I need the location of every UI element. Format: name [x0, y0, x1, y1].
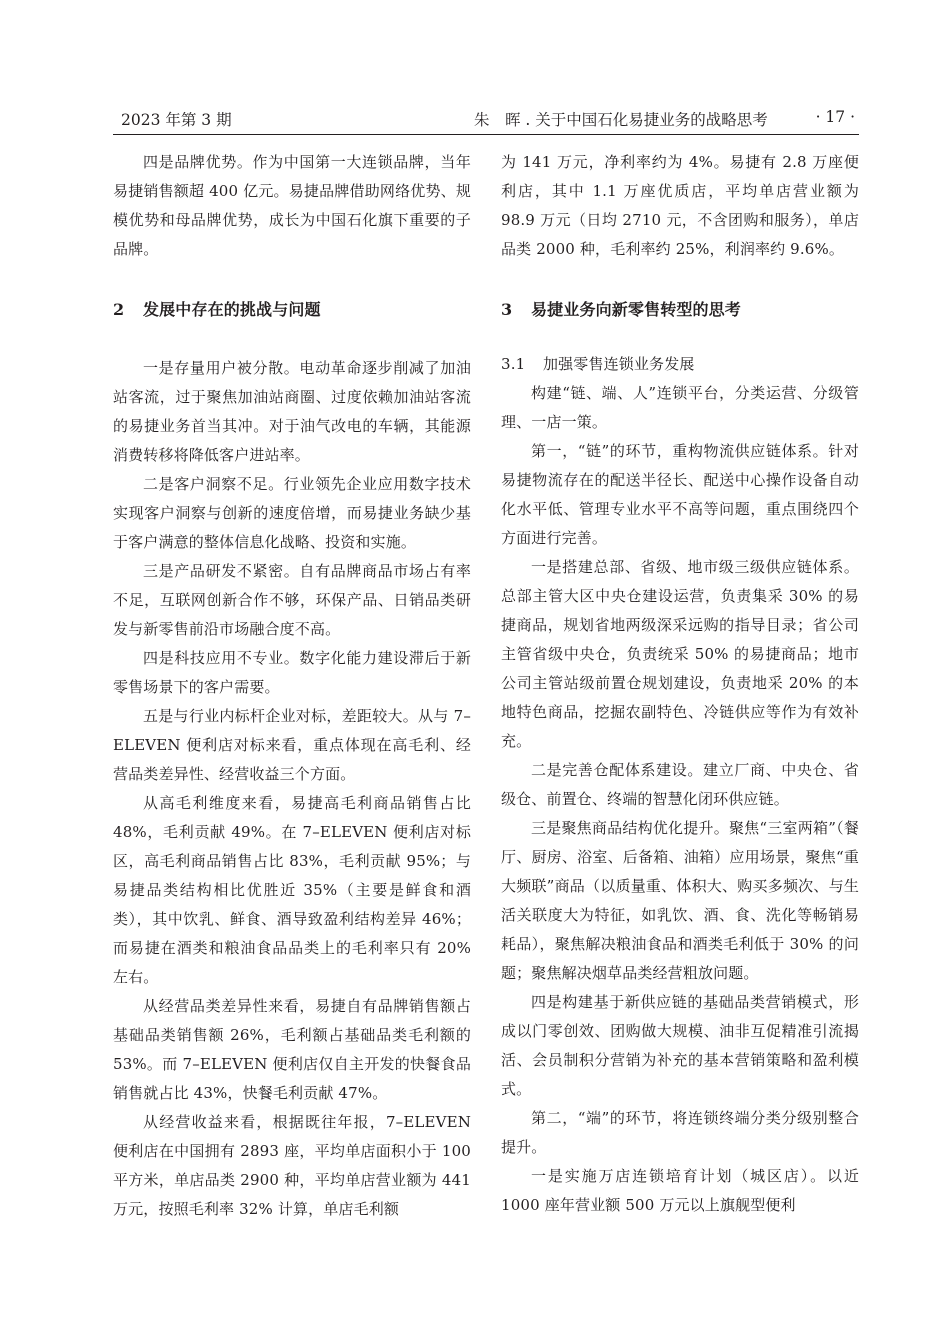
subsection-3-1-heading	[501, 350, 859, 379]
paragraph: 二是完善仓配体系建设。建立厂商、中央仓、省级仓、前置仓、终端的智慧化闭环供应链。	[501, 761, 859, 808]
section-number: 2	[113, 300, 125, 319]
paragraph: 三是产品研发不紧密。自有品牌商品市场占有率不足，互联网创新合作不够，环保产品、日销品类研发与新零售前沿市场融合度不高。	[113, 562, 471, 638]
left-column	[113, 148, 471, 1224]
paragraph: 一是搭建总部、省级、地市级三级供应链体系。总部主管大区中央仓建设运营，负责集采 30% 的易捷商品，规划省地两级深采远购的指导目录；省公司主管省级中央仓，负责统采 50% 的易捷商品；地市公司主管站级前置仓规划建设，负责地采 20% 的本地特色商品，挖掘农副特色、冷链供应等作为有效补充。	[501, 558, 859, 750]
section-title: 易捷业务向新零售转型的思考	[531, 300, 741, 319]
running-header	[113, 104, 859, 135]
paragraph-brand-advantage: 四是品牌优势。作为中国第一大连锁品牌，当年易捷销售额超 400 亿元。易捷品牌借助网络优势、规模优势和母品牌优势，成长为中国石化旗下重要的子品牌。	[113, 153, 471, 258]
journal-issue: 2023 年第 3 期	[121, 111, 232, 129]
paragraph: 一是存量用户被分散。电动革命逐步削减了加油站客流，过于聚焦加油站商圈、过度依赖加油站客流的易捷业务首当其冲。对于油气改电的车辆，其能源消费转移将降低客户进站率。	[113, 359, 471, 464]
paragraph: 从经营品类差异性来看，易捷自有品牌销售额占基础品类销售额 26%，毛利额占基础品类毛利额的 53%。而 7–ELEVEN 便利店仅自主开发的快餐食品销售就占比 43%，快餐毛利贡献 47%。	[113, 997, 471, 1102]
subsection-title: 加强零售连锁业务发展	[543, 355, 695, 373]
article-running-title: 朱 晖 . 关于中国石化易捷业务的战略思考	[474, 111, 768, 129]
paragraph: 构建“链、端、人”连锁平台，分类运营、分级管理、一店一策。	[501, 384, 859, 431]
paragraph: 三是聚焦商品结构优化提升。聚焦“三室两箱”（餐厅、厨房、浴室、后备箱、油箱）应用场景，聚焦“重大频联”商品（以质量重、体积大、购买多频次、与生活关联度大为特征，如乳饮、酒、食、洗化等畅销易耗品），聚焦解决粮油食品和酒类毛利低于 30% 的问题；聚焦解决烟草品类经营粗放问题。	[501, 819, 859, 982]
paragraph: 第一，“链”的环节，重构物流供应链体系。针对易捷物流存在的配送半径长、配送中心操作设备自动化水平低、管理专业水平不高等问题，重点围绕四个方面进行完善。	[501, 442, 859, 547]
paragraph: 五是与行业内标杆企业对标，差距较大。从与 7–ELEVEN 便利店对标来看，重点体现在高毛利、经营品类差异性、经营收益三个方面。	[113, 707, 471, 783]
section-3-heading	[501, 295, 859, 325]
section-title: 发展中存在的挑战与问题	[143, 300, 321, 319]
paragraph: 一是实施万店连锁培育计划（城区店）。以近 1000 座年营业额 500 万元以上旗舰型便利	[501, 1167, 859, 1214]
section-number: 3	[501, 300, 513, 319]
page-number: · 17 ·	[815, 108, 855, 126]
paragraph: 二是客户洞察不足。行业领先企业应用数字技术实现客户洞察与创新的速度倍增，而易捷业务缺少基于客户满意的整体信息化战略、投资和实施。	[113, 475, 471, 551]
paragraph-continued: 为 141 万元，净利率约为 4%。易捷有 2.8 万座便利店，其中 1.1 万座优质店，平均单店营业额为 98.9 万元（日均 2710 元，不含团购和服务），单店品类 2000 种，毛利率约 25%，利润率约 9.6%。	[501, 153, 859, 258]
paragraph: 四是构建基于新供应链的基础品类营销模式，形成以门零创效、团购做大规模、油非互促精准引流揭活、会员制积分营销为补充的基本营销策略和盈利模式。	[501, 993, 859, 1098]
right-column	[501, 148, 859, 1220]
subsection-number: 3.1	[501, 355, 526, 373]
paragraph: 从经营收益来看，根据既往年报，7–ELEVEN 便利店在中国拥有 2893 座，平均单店面积小于 100 平方米，单店品类 2900 种，平均单店营业额为 441 万元，按照毛利率 32% 计算，单店毛利额	[113, 1113, 471, 1218]
section-2-heading	[113, 295, 471, 325]
paragraph: 从高毛利维度来看，易捷高毛利商品销售占比 48%，毛利贡献 49%。在 7–ELEVEN 便利店对标区，高毛利商品销售占比 83%，毛利贡献 95%；与易捷品类结构相比优胜近 35%（主要是鲜食和酒类），其中饮乳、鲜食、酒导致盈利结构差异 46%；而易捷在酒类和粮油食品品类上的毛利率只有 20% 左右。	[113, 794, 471, 986]
paragraph: 四是科技应用不专业。数字化能力建设滞后于新零售场景下的客户需要。	[113, 649, 471, 696]
paragraph: 第二，“端”的环节，将连锁终端分类分级别整合提升。	[501, 1109, 859, 1156]
